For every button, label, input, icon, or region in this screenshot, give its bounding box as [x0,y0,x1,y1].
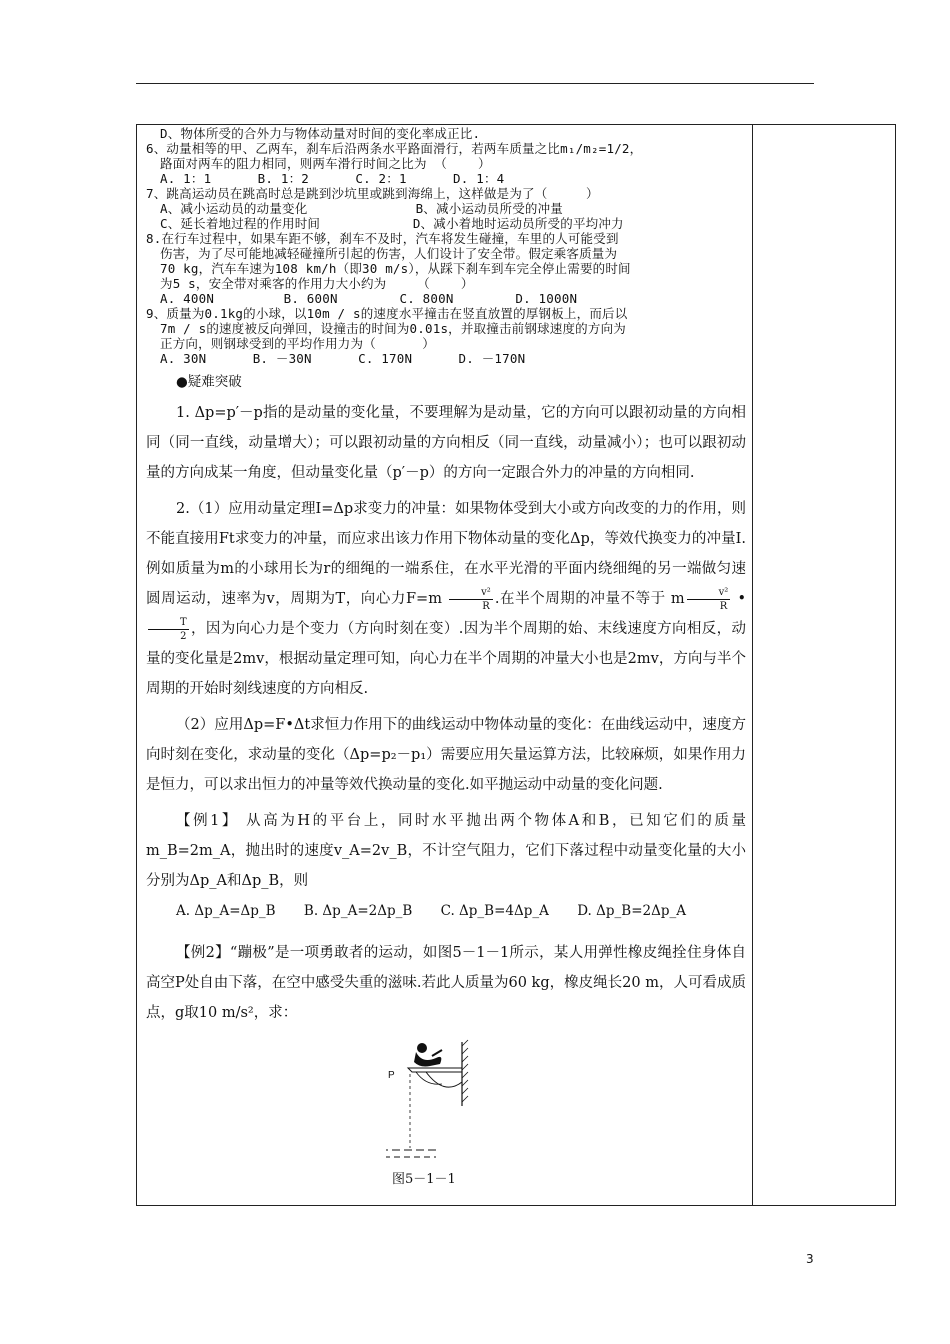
point-2a-part-1: 2.（1）应用动量定理I=Δp求变力的冲量：如果物体受到大小或方向改变的力的作用，则不能直接用Ft求变力的冲量，而应求出该力作用下物体动量的变化Δp，等效代换变力的冲量I.例如质量为m的小球用长为r的细绳的一端系住，在水平光滑的平面内绕细绳的另一端做匀速圆周运动，速率为v，周期为T，向心力F=m [146,501,746,607]
bungee-diagram [386,1036,506,1166]
question-8-line-1: 8.在行车过程中，如果车距不够，刹车不及时，汽车将发生碰撞，车里的人可能受到 [146,231,619,246]
question-7-options-ab: A、减小运动员的动量变化 B、减小运动员所受的冲量 [160,201,564,216]
example-2-block [146,938,746,1028]
figure-caption: 图5－1－1 [392,1172,456,1187]
example-1-option-a: A. Δp_A=Δp_B [176,903,276,919]
question-8-line-2: 伤害，为了尽可能地减轻碰撞所引起的伤害，人们设计了安全带。假定乘客质量为 [160,246,618,261]
section-heading: ●疑难突破 [176,374,242,390]
question-9-line-1: 9、质量为0.1kg的小球，以10m / s的速度水平撞击在竖直放置的厚钢板上，而后以 [146,306,628,321]
example-1-text: 【例1】 从高为H的平台上，同时水平抛出两个物体A和B，已知它们的质量m_B=2m_A，抛出时的速度v_A=2v_B，不计空气阻力，它们下落过程中动量变化量的大小分别为Δp_A和Δp_B，则 [146,813,746,889]
question-9-line-2: 7m / s的速度被反向弹回，设撞击的时间为0.01s，并取撞击前钢球速度的方向为 [160,321,626,336]
question-9-line-3: 正方向，则钢球受到的平均作用力为（ ） [160,336,435,351]
example-1-option-c: C. Δp_B=4Δp_A [440,903,549,919]
example-1-option-b: B. Δp_A=2Δp_B [303,903,413,919]
main-content [146,126,746,1186]
question-6-line-1: 6、动量相等的甲、乙两车，刹车后沿两条水平路面滑行，若两车质量之比m₁/m₂=1/2， [146,141,643,156]
question-d-line: D、物体所受的合外力与物体动量对时间的变化率成正比. [160,126,481,141]
question-6-options: A. 1：1 B. 1：2 C. 2：1 D. 1：4 [160,171,505,186]
question-7-line-1: 7、跳高运动员在跳高时总是跳到沙坑里或跳到海绵上，这样做是为了（ ） [146,186,599,201]
fraction-v2-over-r-2: $\frac{\text{v²}}{R}$ [687,586,731,613]
header-rule [136,83,814,84]
question-9-options: A. 30N B. －30N C. 170N D. －170N [160,351,526,366]
multiply-dot: • [732,591,747,607]
fraction-t-over-2: $\frac{T}{2}$ [148,616,189,643]
question-6-line-2: 路面对两车的阻力相同，则两车滑行时间之比为 （ ） [160,156,491,171]
point-2b: （2）应用Δp=F•Δt求恒力作用下的曲线运动中物体动量的变化：在曲线运动中，速度方向时刻在变化，求动量的变化（Δp=p₂－p₁）需要应用矢量运算方法，比较麻烦，如果作用力是恒力，可以求出恒力的冲量等效代换动量的变化.如平抛运动中动量的变化问题. [146,717,746,793]
figure-label-p: P [388,1070,395,1081]
example-1-option-d: D. Δp_B=2Δp_A [577,903,686,919]
question-8-options: A. 400N B. 600N C. 800N D. 1000N [160,291,578,306]
point-2a [146,494,746,704]
question-7-options-cd: C、延长着地过程的作用时间 D、减小着地时运动员所受的平均冲力 [160,216,624,231]
explanation-block [146,398,746,896]
point-1: 1. Δp=p′－p指的是动量的变化量，不要理解为是动量，它的方向可以跟初动量的方向相同（同一直线，动量增大）；可以跟初动量的方向相反（同一直线，动量减小）；也可以跟初动量的方向成某一角度，但动量变化量（p′－p）的方向一定跟合外力的冲量的方向相同. [146,405,746,481]
example-2-text: 【例2】“蹦极”是一项勇敢者的运动，如图5－1－1所示，某人用弹性橡皮绳拴住身体自高空P处自由下落，在空中感受失重的滋味.若此人质量为60 kg，橡皮绳长20 m，人可看成质点，g取10 m/s²，求： [146,945,746,1021]
point-2a-part-3: ，因为向心力是个变力（方向时刻在变）.因为半个周期的始、末线速度方向相反，动量的变化量是2mv，根据动量定理可知，向心力在半个周期的冲量大小也是2mv，方向与半个周期的开始时刻线速度的方向相反. [146,621,746,697]
question-8-line-4: 为5 s，安全带对乘客的作用力大小约为 （ ） [160,276,474,291]
questions-block [146,126,746,366]
page-number: 3 [806,1252,814,1266]
fraction-v2-over-r: $\frac{\text{v²}}{R}$ [449,586,493,613]
example-1-options [176,896,686,926]
point-2a-part-2: .在半个周期的冲量不等于 m [494,591,685,607]
bungee-figure [386,1036,506,1186]
table-column-divider [752,124,753,1206]
question-8-line-3: 70 kg，汽车车速为108 km/h（即30 m/s），从踩下刹车到车完全停止需要的时间 [160,261,631,276]
